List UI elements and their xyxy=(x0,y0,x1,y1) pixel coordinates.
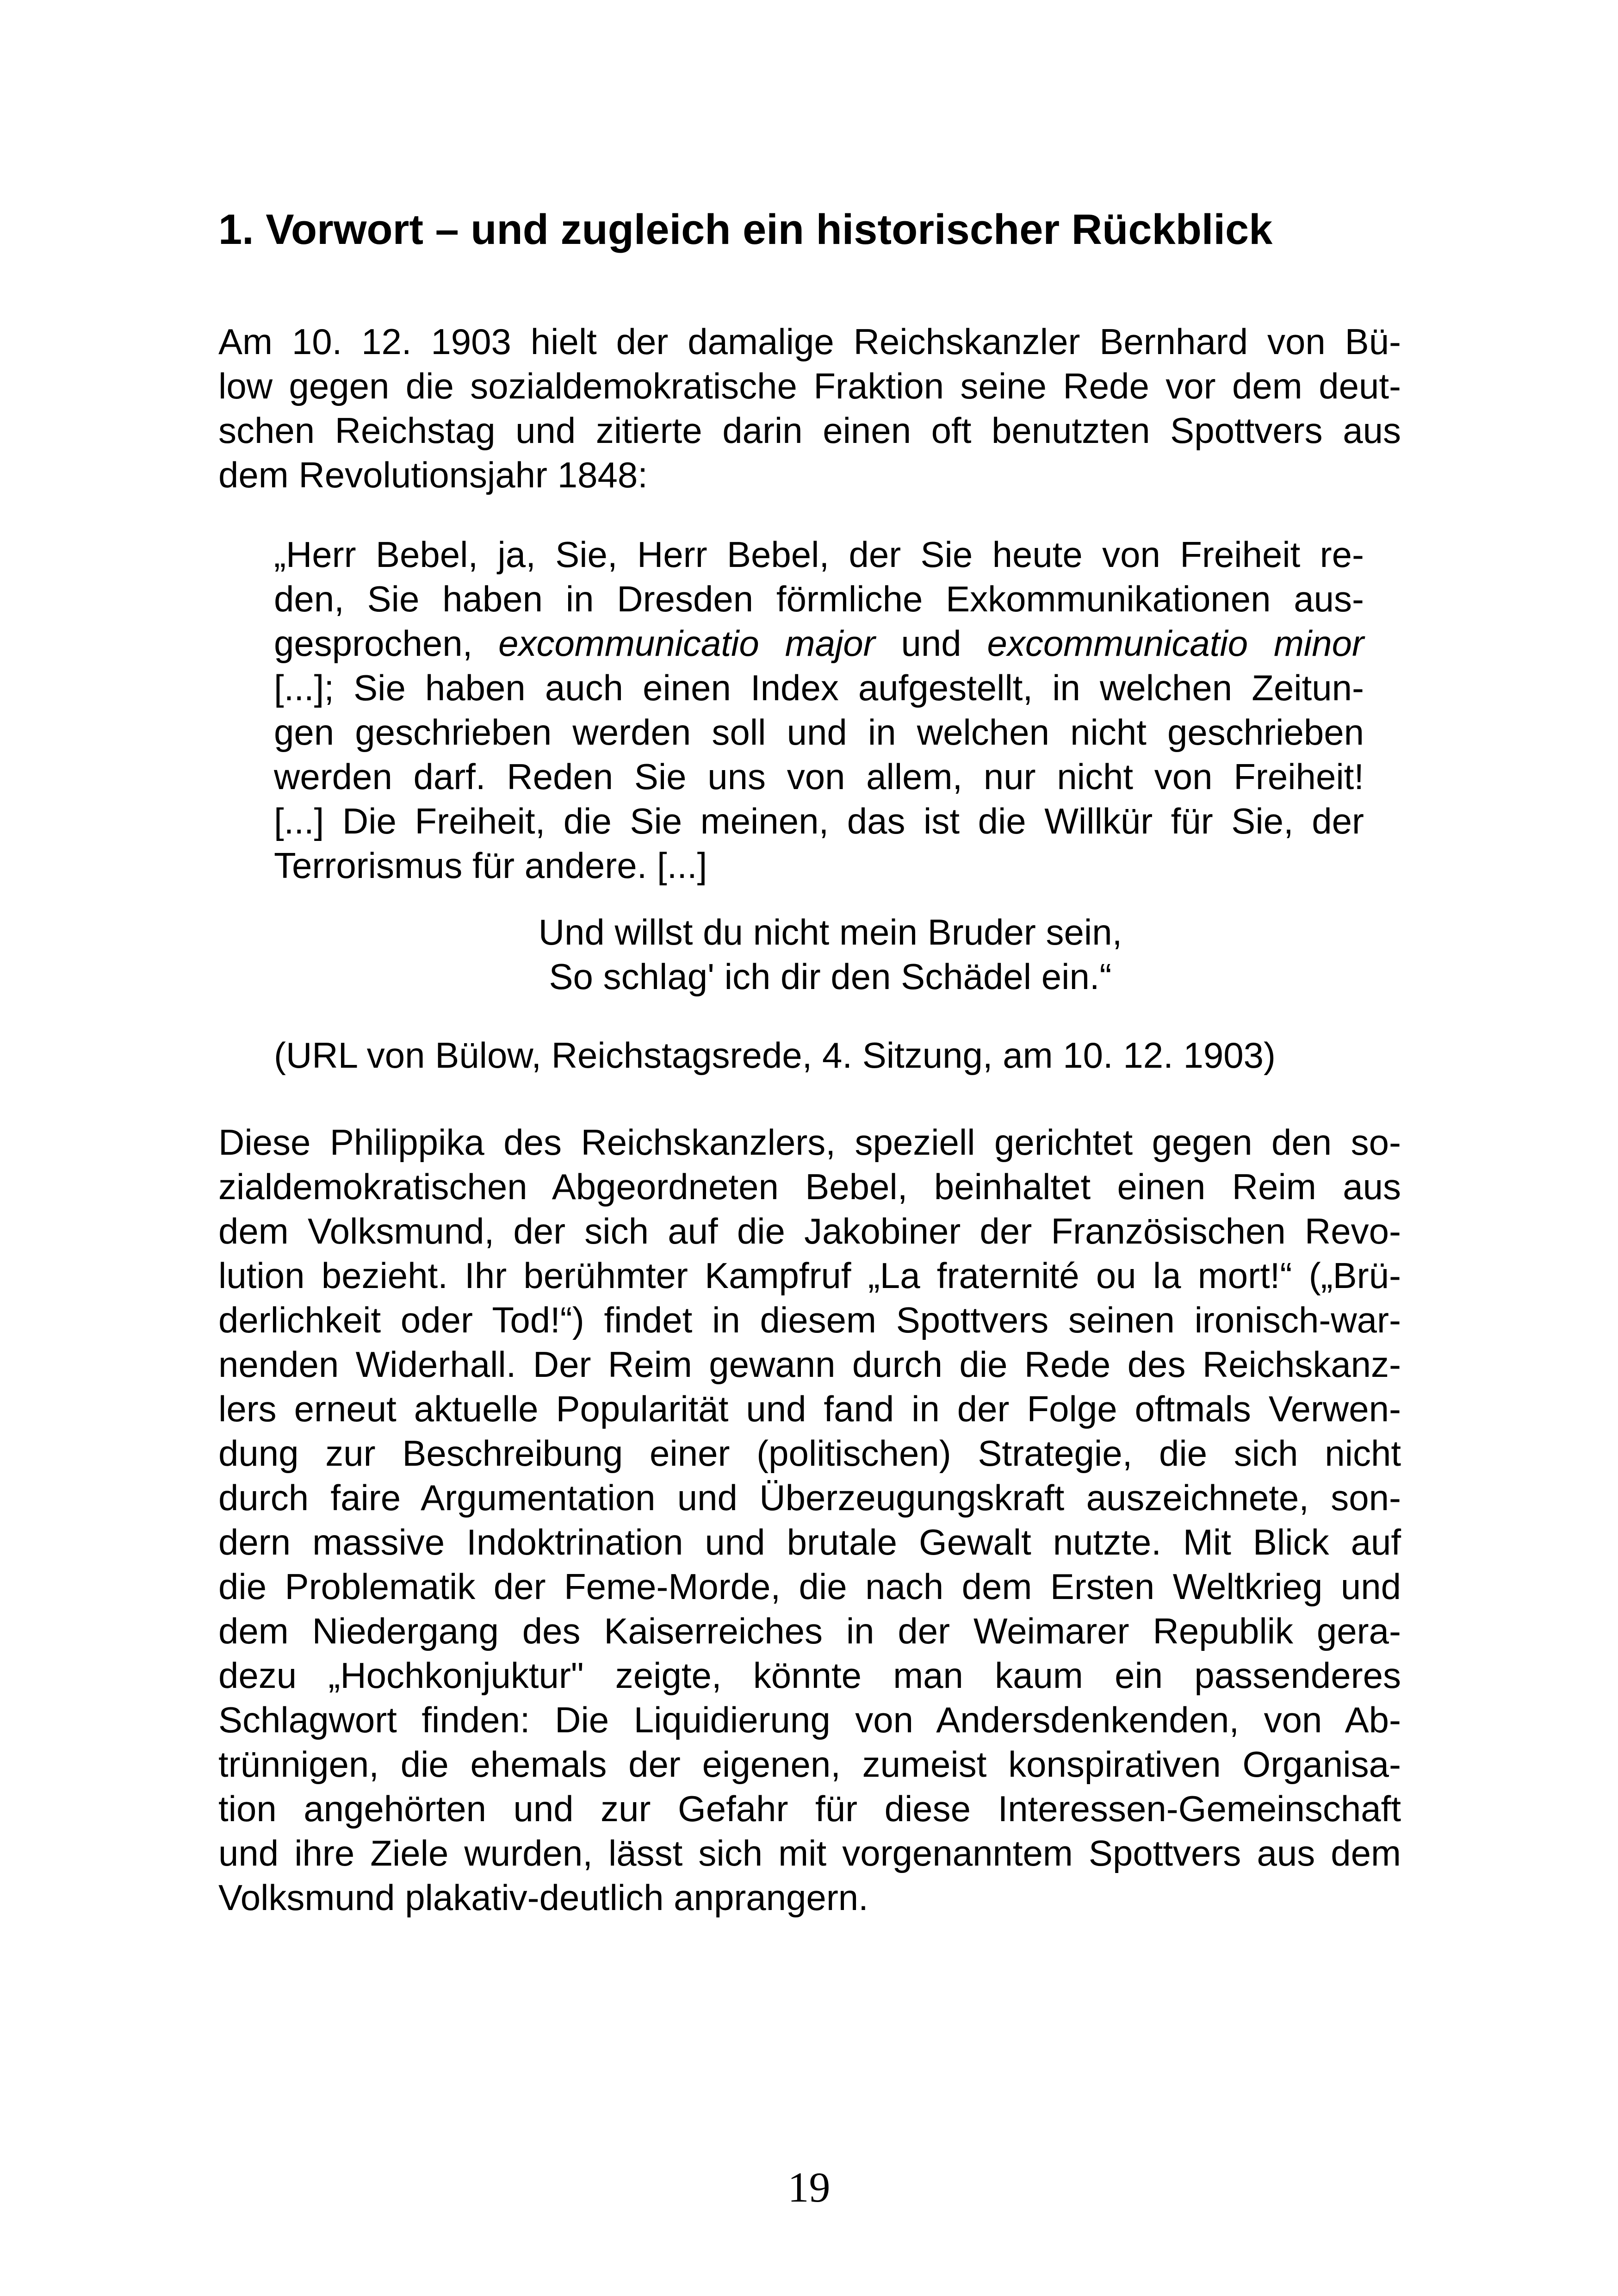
page-number: 19 xyxy=(787,2164,831,2211)
text-line: derlichkeit oder Tod!“) findet in diesem Spottvers seinen ironisch-war- xyxy=(218,1300,1401,1340)
verse-line: Und willst du nicht mein Bruder sein, xyxy=(538,912,1122,952)
quote-line-italic xyxy=(274,621,1364,666)
quote-line: „Herr Bebel, ja, Sie, Herr Bebel, der Sie heute von Freiheit re- xyxy=(274,534,1364,575)
chapter-heading: 1. Vorwort – und zugleich ein historischer Rückblick xyxy=(218,206,1273,253)
text-line: nenden Widerhall. Der Reim gewann durch die Rede des Reichskanz- xyxy=(218,1344,1401,1385)
text-line: und ihre Ziele wurden, lässt sich mit vorgenanntem Spottvers aus dem xyxy=(218,1833,1401,1873)
text-line: lution bezieht. Ihr berühmter Kampfruf „La fraternité ou la mort!“ („Brü- xyxy=(218,1255,1401,1296)
quote-source xyxy=(274,1033,1364,1077)
text-line: durch faire Argumentation und Überzeugungskraft auszeichnete, son- xyxy=(218,1477,1401,1518)
text-line: Diese Philippika des Reichskanzlers, speziell gerichtet gegen den so- xyxy=(218,1122,1401,1163)
text-line: trünnigen, die ehemals der eigenen, zumeist konspirativen Organisa- xyxy=(218,1744,1401,1785)
quote-line: Terrorismus für andere. [...] xyxy=(274,845,707,886)
text-line: dem Volksmund, der sich auf die Jakobiner der Französischen Revo- xyxy=(218,1211,1401,1251)
text-line: dern massive Indoktrination und brutale Gewalt nutzte. Mit Blick auf xyxy=(218,1522,1401,1562)
quote-line: [...]; Sie haben auch einen Index aufgestellt, in welchen Zeitun- xyxy=(274,667,1364,708)
text-line: dung zur Beschreibung einer (politischen) Strategie, die sich nicht xyxy=(218,1433,1401,1474)
verse-couplet xyxy=(218,910,1442,999)
latin-term-major: excommunicatio major xyxy=(498,623,875,664)
text-line: tion angehörten und zur Gefahr für diese Interessen-Gemeinschaft xyxy=(218,1788,1401,1829)
text-line: Volksmund plakativ-deutlich anprangern. xyxy=(218,1877,868,1918)
citation-line: (URL von Bülow, Reichstagsrede, 4. Sitzung, am 10. 12. 1903) xyxy=(274,1035,1276,1076)
intro-paragraph xyxy=(218,319,1401,497)
text-line: Am 10. 12. 1903 hielt der damalige Reichskanzler Bernhard von Bü- xyxy=(218,321,1401,362)
text-line: low gegen die sozialdemokratische Fraktion seine Rede vor dem deut- xyxy=(218,366,1401,406)
text-line: dezu „Hochkonjuktur" zeigte, könnte man kaum ein passenderes xyxy=(218,1655,1401,1696)
text-line: die Problematik der Feme-Morde, die nach dem Ersten Weltkrieg und xyxy=(218,1566,1401,1607)
body-paragraph xyxy=(218,1120,1401,1920)
text-line: zialdemokratischen Abgeordneten Bebel, beinhaltet einen Reim aus xyxy=(218,1166,1401,1207)
quote-line: werden darf. Reden Sie uns von allem, nur nicht von Freiheit! xyxy=(274,756,1364,797)
latin-term-minor: excommunicatio minor xyxy=(987,623,1364,664)
quote-line: [...] Die Freiheit, die Sie meinen, das ist die Willkür für Sie, der xyxy=(274,801,1364,841)
quote-line: den, Sie haben in Dresden förmliche Exkommunikationen aus- xyxy=(274,579,1364,619)
block-quote xyxy=(274,532,1364,888)
text-line: dem Niedergang des Kaiserreiches in der Weimarer Republik gera- xyxy=(218,1611,1401,1651)
text-line: schen Reichstag und zitierte darin einen oft benutzten Spottvers aus xyxy=(218,410,1401,451)
text-line: Schlagwort finden: Die Liquidierung von Andersdenkenden, von Ab- xyxy=(218,1699,1401,1740)
quote-line: gen geschrieben werden soll und in welchen nicht geschrieben xyxy=(274,712,1364,753)
text-line: dem Revolutionsjahr 1848: xyxy=(218,454,648,495)
text-line: lers erneut aktuelle Popularität und fand in der Folge oftmals Verwen- xyxy=(218,1388,1401,1429)
quote-segment: und xyxy=(875,623,987,664)
quote-segment: gesprochen, xyxy=(274,623,499,664)
verse-line: So schlag' ich dir den Schädel ein.“ xyxy=(549,956,1112,997)
